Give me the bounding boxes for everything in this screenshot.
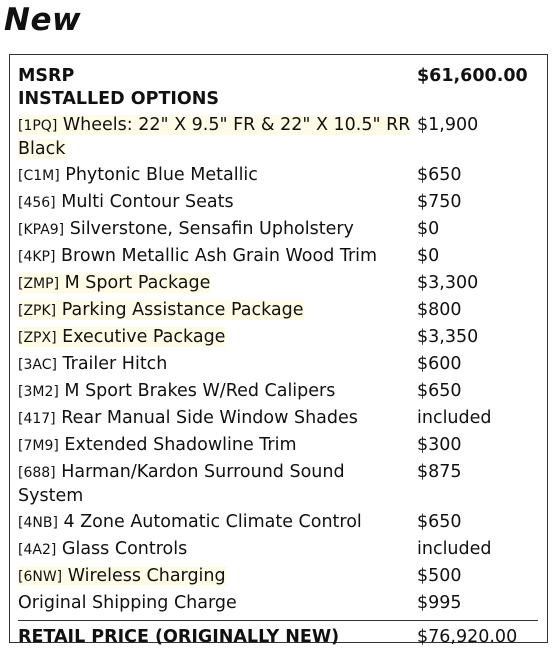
option-name: M Sport Brakes W/Red Calipers [64,381,336,401]
option-name: M Sport Package [64,273,211,293]
option-description [18,538,411,565]
shipping-value: $995 [417,593,462,613]
option-price: $0 [417,246,440,266]
option-text [18,539,187,559]
option-name: Wheels: 22" X 9.5" FR & 22" X 10.5" RR Black [18,115,411,159]
option-name: Multi Contour Seats [61,192,234,212]
option-price: $650 [417,165,462,185]
option-name: Phytonic Blue Metallic [65,165,258,185]
option-row [18,407,538,434]
option-row [18,511,538,538]
option-text [18,462,345,506]
option-text [18,219,354,239]
option-code: [4A2] [18,542,57,558]
option-price: $3,300 [417,273,479,293]
option-text [18,408,358,428]
option-row [18,272,538,299]
option-description [18,461,411,511]
option-price: $0 [417,219,440,239]
option-text [18,165,258,185]
option-description [18,191,411,218]
option-code: [4KP] [18,249,56,265]
option-name: Executive Package [62,327,226,347]
msrp-value: $61,600.00 [417,66,528,86]
option-description [18,245,411,272]
option-name: Trailer Hitch [62,354,168,374]
option-code: [ZPK] [18,303,57,319]
option-description [18,272,411,299]
msrp-row [18,65,538,88]
option-price: $1,900 [417,115,479,135]
option-code: [3M2] [18,384,59,400]
option-price: included [417,539,492,559]
option-text [18,246,377,266]
option-description [18,164,411,191]
option-row [18,353,538,380]
option-row [18,245,538,272]
option-name: 4 Zone Automatic Climate Control [63,512,362,532]
option-price: included [417,408,492,428]
option-description [18,218,411,245]
option-code: [4NB] [18,515,58,531]
option-code: [417] [18,411,56,427]
window-sticker [9,54,548,647]
option-text [18,327,225,347]
option-row [18,218,538,245]
option-row [18,299,538,326]
option-code: [7M9] [18,438,59,454]
option-row [18,565,538,592]
option-text [18,354,167,374]
option-text [18,192,234,212]
option-row [18,434,538,461]
option-description [18,434,411,461]
option-price: $650 [417,381,462,401]
option-row [18,538,538,565]
option-row [18,191,538,218]
option-row [18,461,538,511]
option-price: $875 [417,462,462,482]
option-name: Extended Shadowline Trim [64,435,297,455]
option-price: $650 [417,512,462,532]
options-title-row [18,88,538,114]
option-text [18,512,362,532]
option-price: $300 [417,435,462,455]
option-description [18,326,411,353]
option-text [18,115,410,159]
shipping-row [18,592,538,621]
option-description [18,565,411,592]
option-row [18,326,538,353]
option-description [18,114,411,164]
option-row [18,164,538,191]
option-code: [KPA9] [18,222,65,238]
option-text [18,300,304,320]
option-row [18,380,538,407]
option-description [18,353,411,380]
total-label: RETAIL PRICE (ORIGINALLY NEW) [18,621,411,650]
option-name: Wireless Charging [67,566,226,586]
option-text [18,435,297,455]
msrp-label: MSRP [18,66,75,86]
page-heading: New [4,2,82,38]
option-code: [C1M] [18,168,60,184]
option-text [18,273,210,293]
total-row [18,621,538,650]
option-description [18,407,411,434]
option-price: $600 [417,354,462,374]
option-row [18,114,538,164]
option-price: $3,350 [417,327,479,347]
option-price: $750 [417,192,462,212]
option-price: $500 [417,566,462,586]
option-code: [688] [18,465,56,481]
option-code: [3AC] [18,357,57,373]
option-description [18,299,411,326]
option-code: [ZPX] [18,330,57,346]
shipping-label: Original Shipping Charge [18,593,237,613]
option-name: Brown Metallic Ash Grain Wood Trim [61,246,378,266]
option-code: [ZMP] [18,276,60,292]
option-code: [456] [18,195,56,211]
option-name: Parking Assistance Package [61,300,304,320]
option-name: Harman/Kardon Surround Sound System [18,462,345,506]
option-description [18,511,411,538]
option-text [18,381,335,401]
option-name: Rear Manual Side Window Shades [61,408,358,428]
option-text [18,566,226,586]
option-code: [6NW] [18,569,63,585]
price-table [18,65,538,649]
option-code: [1PQ] [18,118,58,134]
option-name: Glass Controls [61,539,188,559]
option-price: $800 [417,300,462,320]
options-title: INSTALLED OPTIONS [18,89,220,109]
option-description [18,380,411,407]
option-name: Silverstone, Sensafin Upholstery [69,219,354,239]
total-value: $76,920.00 [411,621,538,650]
